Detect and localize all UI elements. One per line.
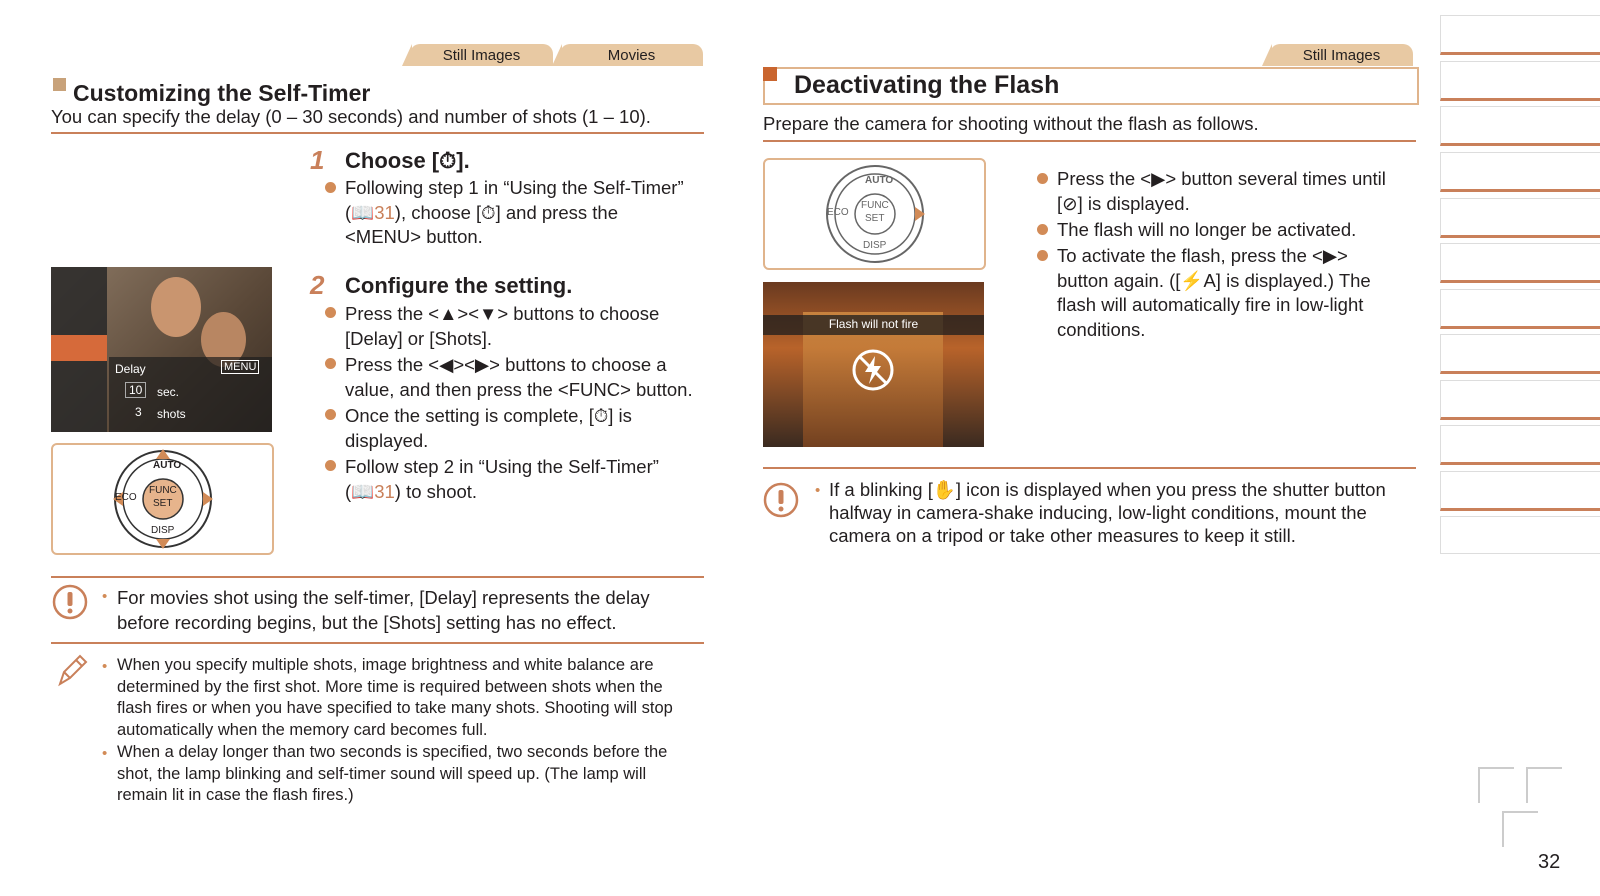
step-number: 1: [310, 145, 325, 175]
text-line: flash will automatically fire in low-light: [1057, 294, 1364, 315]
caution-icon: [763, 482, 799, 518]
book-icon: 📖: [351, 201, 375, 223]
delay-value: 10: [125, 382, 146, 398]
text-line: (📖31) to shoot.: [345, 480, 478, 502]
tab-label: Still Images: [1302, 46, 1381, 64]
text-line: flash fires or when you have specified to take many shots. Shooting will stop: [117, 699, 673, 717]
chapter-tab[interactable]: [1440, 106, 1600, 146]
bullet-dot: •: [102, 658, 108, 675]
text-line: [Delay] or [Shots].: [345, 327, 493, 349]
section-marker: [763, 67, 777, 81]
text-line: (📖31), choose [⏱] and press the: [345, 201, 618, 223]
text-line: <MENU> button.: [345, 226, 483, 247]
page-ref-link[interactable]: 31: [374, 480, 395, 502]
dial-auto-label: AUTO: [865, 175, 894, 186]
tab-label: Movies: [607, 46, 656, 64]
bullet-dot: •: [102, 588, 108, 605]
caution-text: [829, 478, 1386, 547]
section-subtitle: Prepare the camera for shooting without the flash as follows.: [763, 113, 1259, 134]
pencil-note-icon: [54, 652, 88, 690]
step-number: 2: [310, 270, 325, 300]
chapter-tab[interactable]: [1440, 61, 1600, 101]
shots-value: 3: [135, 405, 142, 419]
bullet-dot: [325, 182, 336, 193]
text-line: When a delay longer than two seconds is specified, two seconds before the: [117, 743, 668, 761]
text-span: ), choose [⏱] and press the: [394, 201, 618, 223]
bullet-dot: [325, 307, 336, 318]
nav-first-button[interactable]: [1478, 767, 1514, 803]
step-text: [345, 404, 632, 453]
text-line: Press the <▶> button several times until: [1057, 168, 1386, 189]
text-line: When you specify multiple shots, image brightness and white balance are: [117, 656, 654, 674]
caution-text: [117, 586, 650, 635]
step-text: [345, 302, 659, 351]
chapter-tab[interactable]: [1440, 198, 1600, 238]
divider: [763, 467, 1416, 469]
bullet-dot: [325, 358, 336, 369]
text-line: conditions.: [1057, 318, 1146, 340]
text-line: value, and then press the <FUNC> button.: [345, 378, 693, 400]
chapter-tab[interactable]: [1440, 425, 1600, 465]
flash-off-icon: [851, 348, 895, 392]
text-line: camera on a tripod or take other measures to keep it still.: [829, 525, 1296, 546]
text-line: automatically when the memory card becomes full.: [117, 720, 488, 739]
nav-prev-button[interactable]: [1526, 767, 1562, 803]
note-text: [117, 742, 667, 807]
chapter-tab[interactable]: [1440, 516, 1600, 554]
page-ref-link[interactable]: 31: [374, 201, 395, 223]
dial-func-label: FUNC: [861, 200, 889, 211]
control-dial-illustration: [51, 443, 274, 555]
bullet-dot: •: [815, 482, 821, 499]
step-text: [1057, 167, 1386, 216]
nav-next-button[interactable]: [1502, 811, 1538, 847]
text-line: [⊘] is displayed.: [1057, 192, 1190, 214]
camera-screen-image: [51, 267, 272, 432]
text-line: Press the <▲><▼> buttons to choose: [345, 303, 660, 324]
step-text: [345, 455, 659, 504]
text-line: determined by the first shot. More time is required between shots when the: [117, 677, 663, 696]
section-title: Customizing the Self-Timer: [73, 80, 371, 106]
tab-label: Still Images: [442, 46, 521, 64]
camera-screen-image: [763, 282, 984, 447]
text-line: Once the setting is complete, [⏱] is: [345, 405, 632, 426]
tab-movies: [560, 44, 703, 66]
step-text: [345, 353, 693, 402]
text-line: before recording begins, but the [Shots] setting has no effect.: [117, 611, 617, 633]
flash-message: Flash will not fire: [828, 317, 919, 331]
dial-set-label: SET: [865, 213, 885, 224]
chapter-tab[interactable]: [1440, 243, 1600, 283]
chapter-tab[interactable]: [1440, 152, 1600, 192]
divider: [51, 642, 704, 644]
bullet-dot: [1037, 173, 1048, 184]
chapter-tab[interactable]: [1440, 380, 1600, 420]
section-marker: [53, 78, 66, 91]
dial-disp-label: DISP: [151, 525, 175, 536]
control-dial-illustration: [763, 158, 986, 270]
tab-still-images: [1270, 44, 1413, 66]
face: [151, 277, 201, 337]
chapter-tab[interactable]: [1440, 289, 1600, 329]
section-title: Deactivating the Flash: [794, 71, 1060, 99]
step-title: Choose [⏱].: [345, 148, 470, 173]
text-line: The flash will no longer be activated.: [1057, 219, 1357, 240]
text-line: remain lit in case the flash fires.): [117, 786, 354, 804]
text-line: If a blinking [✋] icon is displayed when you press the shutter button: [829, 479, 1386, 500]
step-text: [345, 176, 715, 250]
chapter-tab[interactable]: [1440, 471, 1600, 511]
divider: [51, 576, 704, 578]
bullet-dot: [1037, 250, 1048, 261]
dial-eco-label: ECO: [115, 492, 137, 503]
text-line: For movies shot using the self-timer, [Delay] represents the delay: [117, 587, 650, 608]
dial-disp-label: DISP: [863, 240, 887, 251]
text-line: Following step 1 in “Using the Self-Timer”: [345, 177, 684, 198]
bullet-dot: [325, 409, 336, 420]
step-title: Configure the setting.: [345, 273, 573, 298]
step-text: [1057, 244, 1371, 342]
bullet-dot: [325, 460, 336, 471]
dial-auto-label: AUTO: [153, 460, 182, 471]
divider: [763, 140, 1416, 142]
step-text: [1057, 218, 1356, 243]
note-text: [117, 655, 673, 741]
delay-label: Delay: [115, 362, 146, 376]
section-subtitle: You can specify the delay (0 – 30 seconds) and number of shots (1 – 10).: [51, 106, 651, 127]
text-span: ) to shoot.: [394, 480, 478, 502]
page-number: 32: [1538, 851, 1561, 873]
bullet-dot: •: [102, 745, 108, 762]
bullet-dot: [1037, 224, 1048, 235]
book-icon: 📖: [351, 480, 375, 502]
tab-still-images: [410, 44, 553, 66]
chapter-tab[interactable]: [1440, 15, 1600, 55]
text-line: Follow step 2 in “Using the Self-Timer”: [345, 456, 659, 477]
text-line: displayed.: [345, 429, 429, 451]
caution-icon: [52, 584, 88, 620]
dial-func-label: FUNC: [149, 485, 177, 496]
text-line: halfway in camera-shake inducing, low-light conditions, mount the: [829, 502, 1367, 523]
text-line: shot, the lamp blinking and self-timer sound will speed up. (The lamp will: [117, 764, 647, 783]
text-line: Press the <◀><▶> buttons to choose a: [345, 354, 667, 375]
divider: [51, 132, 704, 134]
selected-option: [51, 335, 107, 361]
chapter-tab[interactable]: [1440, 334, 1600, 374]
text-line: To activate the flash, press the <▶>: [1057, 245, 1348, 266]
shots-label: shots: [157, 407, 186, 421]
text-line: button again. ([⚡A] is displayed.) The: [1057, 269, 1371, 291]
dial-eco-label: ECO: [827, 207, 849, 218]
delay-unit: sec.: [157, 385, 180, 399]
dial-set-label: SET: [153, 498, 173, 509]
menu-icon: MENU: [221, 360, 259, 374]
